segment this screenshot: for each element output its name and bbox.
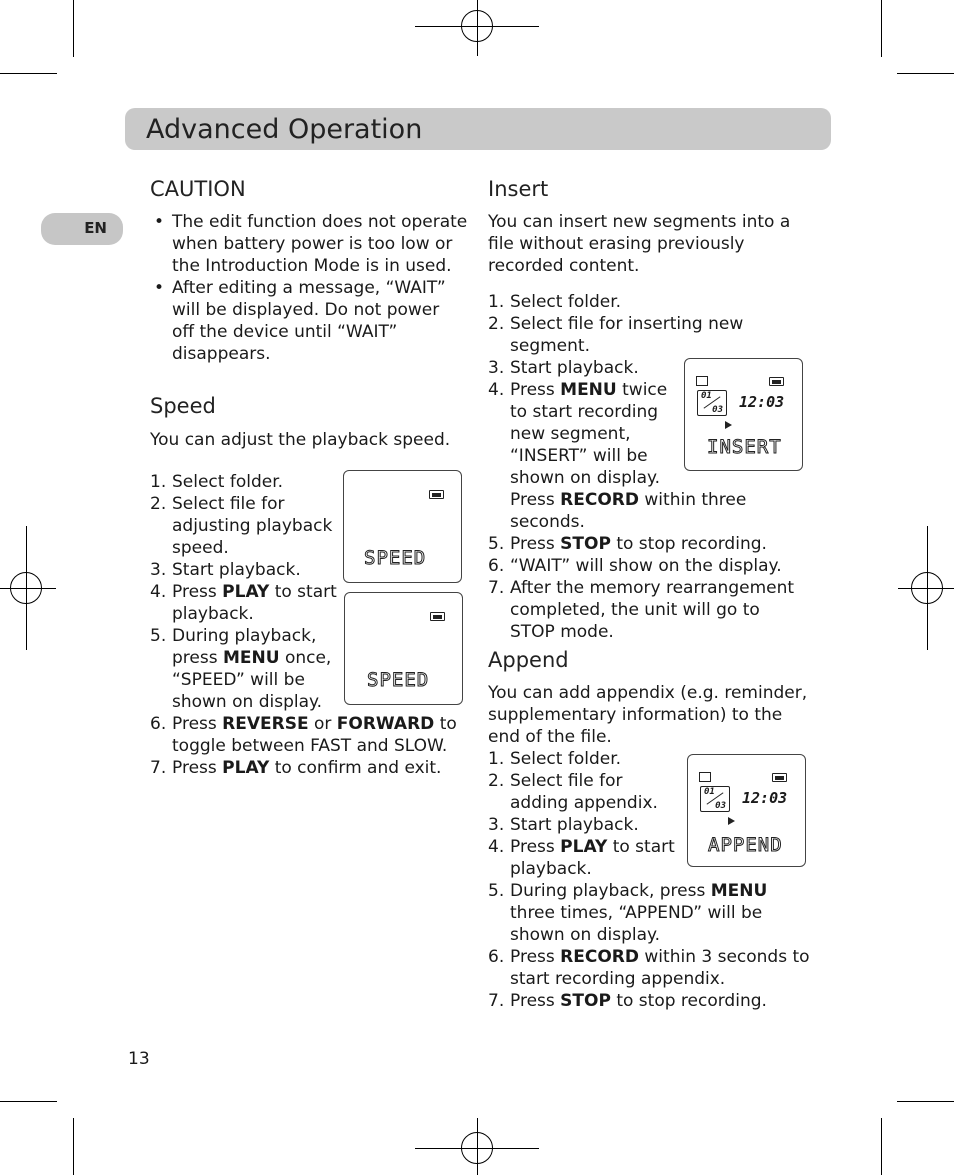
step-text: Press (510, 490, 561, 510)
language-tab (41, 213, 123, 245)
step-number: 5. (488, 881, 505, 901)
step-item (488, 291, 818, 313)
step-keyword: RECORD (560, 490, 639, 510)
time-readout: 12:03 (742, 789, 788, 807)
bullet-text: will be displayed. Do not power (172, 300, 440, 320)
crop-mark (897, 73, 954, 74)
step-text: new segment, (510, 424, 631, 444)
speed-display-1 (343, 470, 462, 583)
step-text: seconds. (510, 512, 585, 532)
battery-icon (429, 490, 444, 499)
step-text: completed, the unit will go to (510, 600, 760, 620)
registration-circle (461, 1132, 493, 1164)
step-text: Press (172, 582, 223, 602)
step-keyword: MENU (710, 881, 768, 901)
step-number: 6. (488, 556, 505, 576)
step-keyword: REVERSE (222, 714, 309, 734)
step-item (488, 533, 818, 555)
step-number: 4. (488, 380, 505, 400)
display-text: SPEED (367, 669, 430, 691)
title-banner (125, 108, 831, 150)
step-text: playback. (510, 859, 592, 879)
bullet-text: disappears. (172, 344, 271, 364)
step-number: 7. (150, 758, 167, 778)
speed-display-2 (344, 592, 463, 705)
bullet-dot: • (154, 212, 165, 232)
step-number: 7. (488, 578, 505, 598)
step-text: to (434, 714, 457, 734)
display-text: INSERT (707, 436, 782, 458)
step-text: Select file for (172, 494, 285, 514)
step-text: Press (510, 380, 561, 400)
step-number: 2. (488, 771, 505, 791)
intro-line: You can add appendix (e.g. reminder, (488, 683, 808, 703)
step-text: twice (616, 380, 668, 400)
step-text: start recording appendix. (510, 969, 726, 989)
step-text: within 3 seconds to (639, 947, 810, 967)
step-keyword: MENU (222, 648, 280, 668)
append-intro (488, 682, 807, 748)
step-text: Select file for inserting new (510, 314, 744, 334)
step-text: to stop recording. (610, 534, 767, 554)
step-text: to start (269, 582, 337, 602)
step-item (488, 946, 818, 990)
track-indicator: 01 03 (697, 390, 727, 416)
display-text: APPEND (708, 834, 783, 856)
step-text: shown on display. (172, 692, 323, 712)
step-number: 5. (150, 626, 167, 646)
step-text: Start playback. (510, 358, 639, 378)
step-text: Start playback. (172, 560, 301, 580)
crop-mark (73, 1118, 74, 1175)
speed-heading: Speed (150, 394, 216, 418)
time-readout: 12:03 (739, 393, 785, 411)
insert-heading: Insert (488, 177, 549, 201)
step-text: Press (172, 758, 223, 778)
step-item (488, 880, 818, 946)
step-item (150, 713, 470, 757)
page-number: 13 (128, 1049, 150, 1069)
step-text: shown on display. (510, 925, 661, 945)
step-text: Select folder. (510, 292, 622, 312)
caution-bullet (150, 211, 470, 277)
step-text: once, (279, 648, 332, 668)
step-text: three times, “APPEND” will be (510, 903, 763, 923)
step-text: Select folder. (172, 472, 284, 492)
step-text: press (172, 648, 223, 668)
caution-list (150, 211, 470, 365)
bullet-text: when battery power is too low or (172, 234, 453, 254)
step-text: adding appendix. (510, 793, 658, 813)
step-text: toggle between FAST and SLOW. (172, 736, 448, 756)
step-item (488, 313, 818, 357)
bullet-dot: • (154, 278, 165, 298)
registration-circle (911, 572, 943, 604)
step-text: to confirm and exit. (269, 758, 442, 778)
step-item (150, 757, 470, 779)
step-number: 6. (150, 714, 167, 734)
step-text: “INSERT” will be (510, 446, 648, 466)
step-keyword: FORWARD (336, 714, 435, 734)
step-text: to start recording (510, 402, 659, 422)
step-number: 7. (488, 991, 505, 1011)
battery-icon (430, 612, 445, 621)
track-indicator: 01 03 (700, 786, 730, 812)
step-item (488, 990, 818, 1012)
bullet-text: After editing a message, “WAIT” (172, 278, 446, 298)
step-number: 5. (488, 534, 505, 554)
step-number: 1. (150, 472, 167, 492)
registration-circle (10, 572, 42, 604)
step-text: STOP mode. (510, 622, 614, 642)
play-icon (728, 817, 735, 825)
crop-mark (0, 1101, 57, 1102)
step-text: to stop recording. (610, 991, 767, 1011)
step-item (488, 577, 818, 643)
append-display (687, 754, 806, 867)
step-keyword: STOP (560, 534, 611, 554)
step-keyword: PLAY (222, 582, 270, 602)
step-number: 3. (488, 358, 505, 378)
step-text: Select folder. (510, 749, 622, 769)
registration-circle (461, 10, 493, 42)
step-text: or (308, 714, 337, 734)
play-icon (725, 421, 732, 429)
bullet-text: The edit function does not operate (172, 212, 468, 232)
step-text: Press (172, 714, 223, 734)
battery-icon (772, 773, 787, 782)
step-number: 2. (150, 494, 167, 514)
step-text: playback. (172, 604, 254, 624)
step-text: speed. (172, 538, 229, 558)
crop-mark (881, 0, 882, 57)
language-label: EN (84, 219, 107, 237)
step-keyword: PLAY (560, 837, 608, 857)
step-text: to start (607, 837, 675, 857)
crop-mark (73, 0, 74, 57)
step-number: 1. (488, 292, 505, 312)
step-number: 6. (488, 947, 505, 967)
step-item (488, 555, 818, 577)
step-keyword: PLAY (222, 758, 270, 778)
insert-intro (488, 211, 790, 277)
speed-intro: You can adjust the playback speed. (150, 430, 451, 450)
insert-display (684, 358, 803, 471)
step-text: shown on display. (510, 468, 661, 488)
step-number: 4. (150, 582, 167, 602)
step-keyword: RECORD (560, 947, 639, 967)
step-text: After the memory rearrangement (510, 578, 795, 598)
step-text: “SPEED” will be (172, 670, 305, 690)
step-text: segment. (510, 336, 590, 356)
intro-line: You can insert new segments into a (488, 212, 791, 232)
folder-icon (699, 772, 711, 782)
step-number: 2. (488, 314, 505, 334)
step-text: During playback, press (510, 881, 711, 901)
step-keyword: MENU (560, 380, 617, 400)
intro-line: recorded content. (488, 256, 640, 276)
battery-icon (769, 377, 784, 386)
folder-icon (696, 376, 708, 386)
display-text: SPEED (364, 547, 427, 569)
step-number: 3. (150, 560, 167, 580)
bullet-text: the Introduction Mode is in used. (172, 256, 452, 276)
step-text: Press (510, 837, 561, 857)
append-heading: Append (488, 648, 569, 672)
step-text: Start playback. (510, 815, 639, 835)
step-text: “WAIT” will show on the display. (510, 556, 782, 576)
step-text: During playback, (172, 626, 317, 646)
caution-bullet (150, 277, 470, 365)
step-keyword: STOP (560, 991, 611, 1011)
caution-heading: CAUTION (150, 177, 246, 201)
page-title: Advanced Operation (146, 114, 423, 145)
step-text: within three (639, 490, 747, 510)
step-text: Select file for (510, 771, 623, 791)
intro-line: file without erasing previously (488, 234, 745, 254)
bullet-text: off the device until “WAIT” (172, 322, 398, 342)
step-number: 1. (488, 749, 505, 769)
step-text: adjusting playback (172, 516, 333, 536)
intro-line: supplementary information) to the (488, 705, 783, 725)
step-number: 4. (488, 837, 505, 857)
step-number: 3. (488, 815, 505, 835)
crop-mark (897, 1101, 954, 1102)
crop-mark (881, 1118, 882, 1175)
step-text: Press (510, 534, 561, 554)
intro-line: end of the file. (488, 727, 612, 747)
step-text: Press (510, 947, 561, 967)
step-text: Press (510, 991, 561, 1011)
crop-mark (0, 73, 57, 74)
